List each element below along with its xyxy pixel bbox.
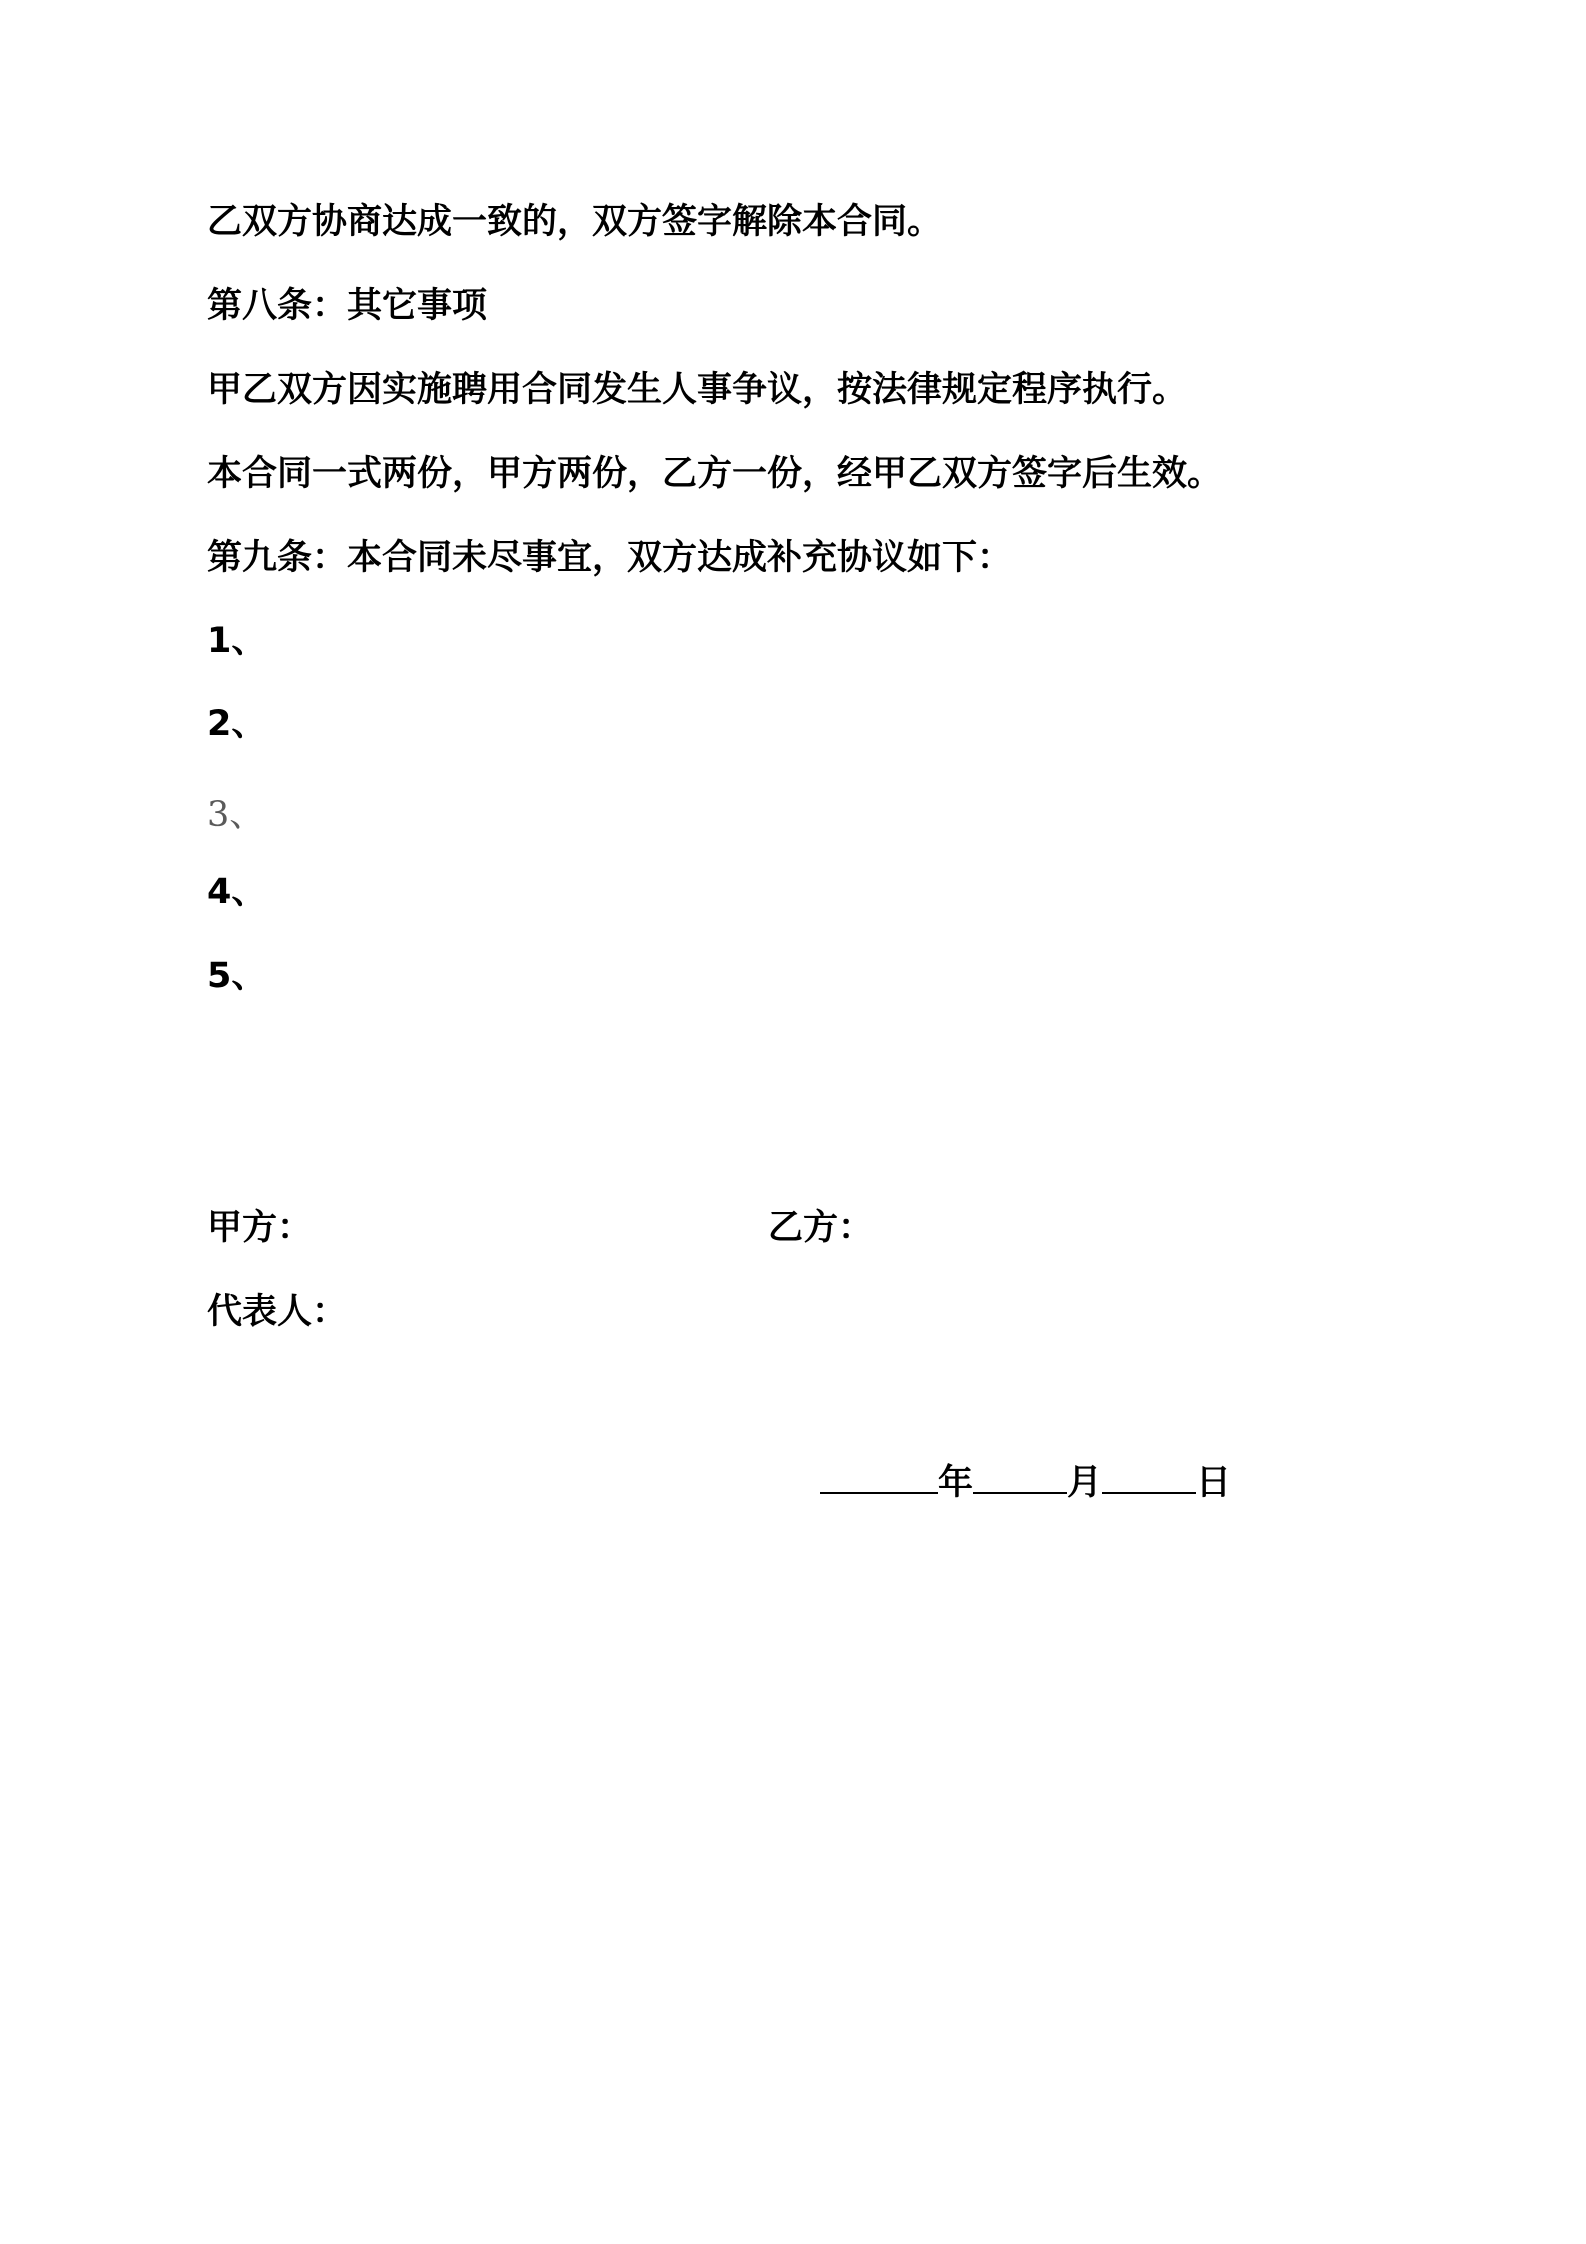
day-blank: [1102, 1456, 1196, 1494]
month-blank: [973, 1456, 1067, 1494]
month-label: 月: [1067, 1463, 1103, 1503]
representative-label: 代表人：: [207, 1292, 348, 1332]
year-label: 年: [938, 1463, 974, 1503]
list-item-4: 4、: [207, 872, 267, 912]
list-item-3: 3、: [207, 795, 265, 835]
date-line: [820, 1456, 1231, 1507]
list-item-1: 1、: [207, 621, 267, 661]
paragraph-copies: 本合同一式两份，甲方两份，乙方一份，经甲乙双方签字后生效。: [207, 454, 1223, 494]
list-item-2: 2、: [207, 704, 267, 744]
party-a-label: 甲方：: [207, 1208, 313, 1248]
list-item-5: 5、: [207, 956, 267, 996]
article-8-heading: 第八条：其它事项: [207, 286, 488, 326]
article-9-heading: 第九条：本合同未尽事宜，双方达成补充协议如下：: [207, 538, 1013, 578]
party-b-label: 乙方：: [768, 1208, 874, 1248]
day-label: 日: [1196, 1463, 1232, 1503]
year-blank: [820, 1456, 938, 1494]
paragraph-dispute: 甲乙双方因实施聘用合同发生人事争议，按法律规定程序执行。: [207, 370, 1188, 410]
paragraph-termination: 乙双方协商达成一致的，双方签字解除本合同。: [207, 202, 943, 242]
